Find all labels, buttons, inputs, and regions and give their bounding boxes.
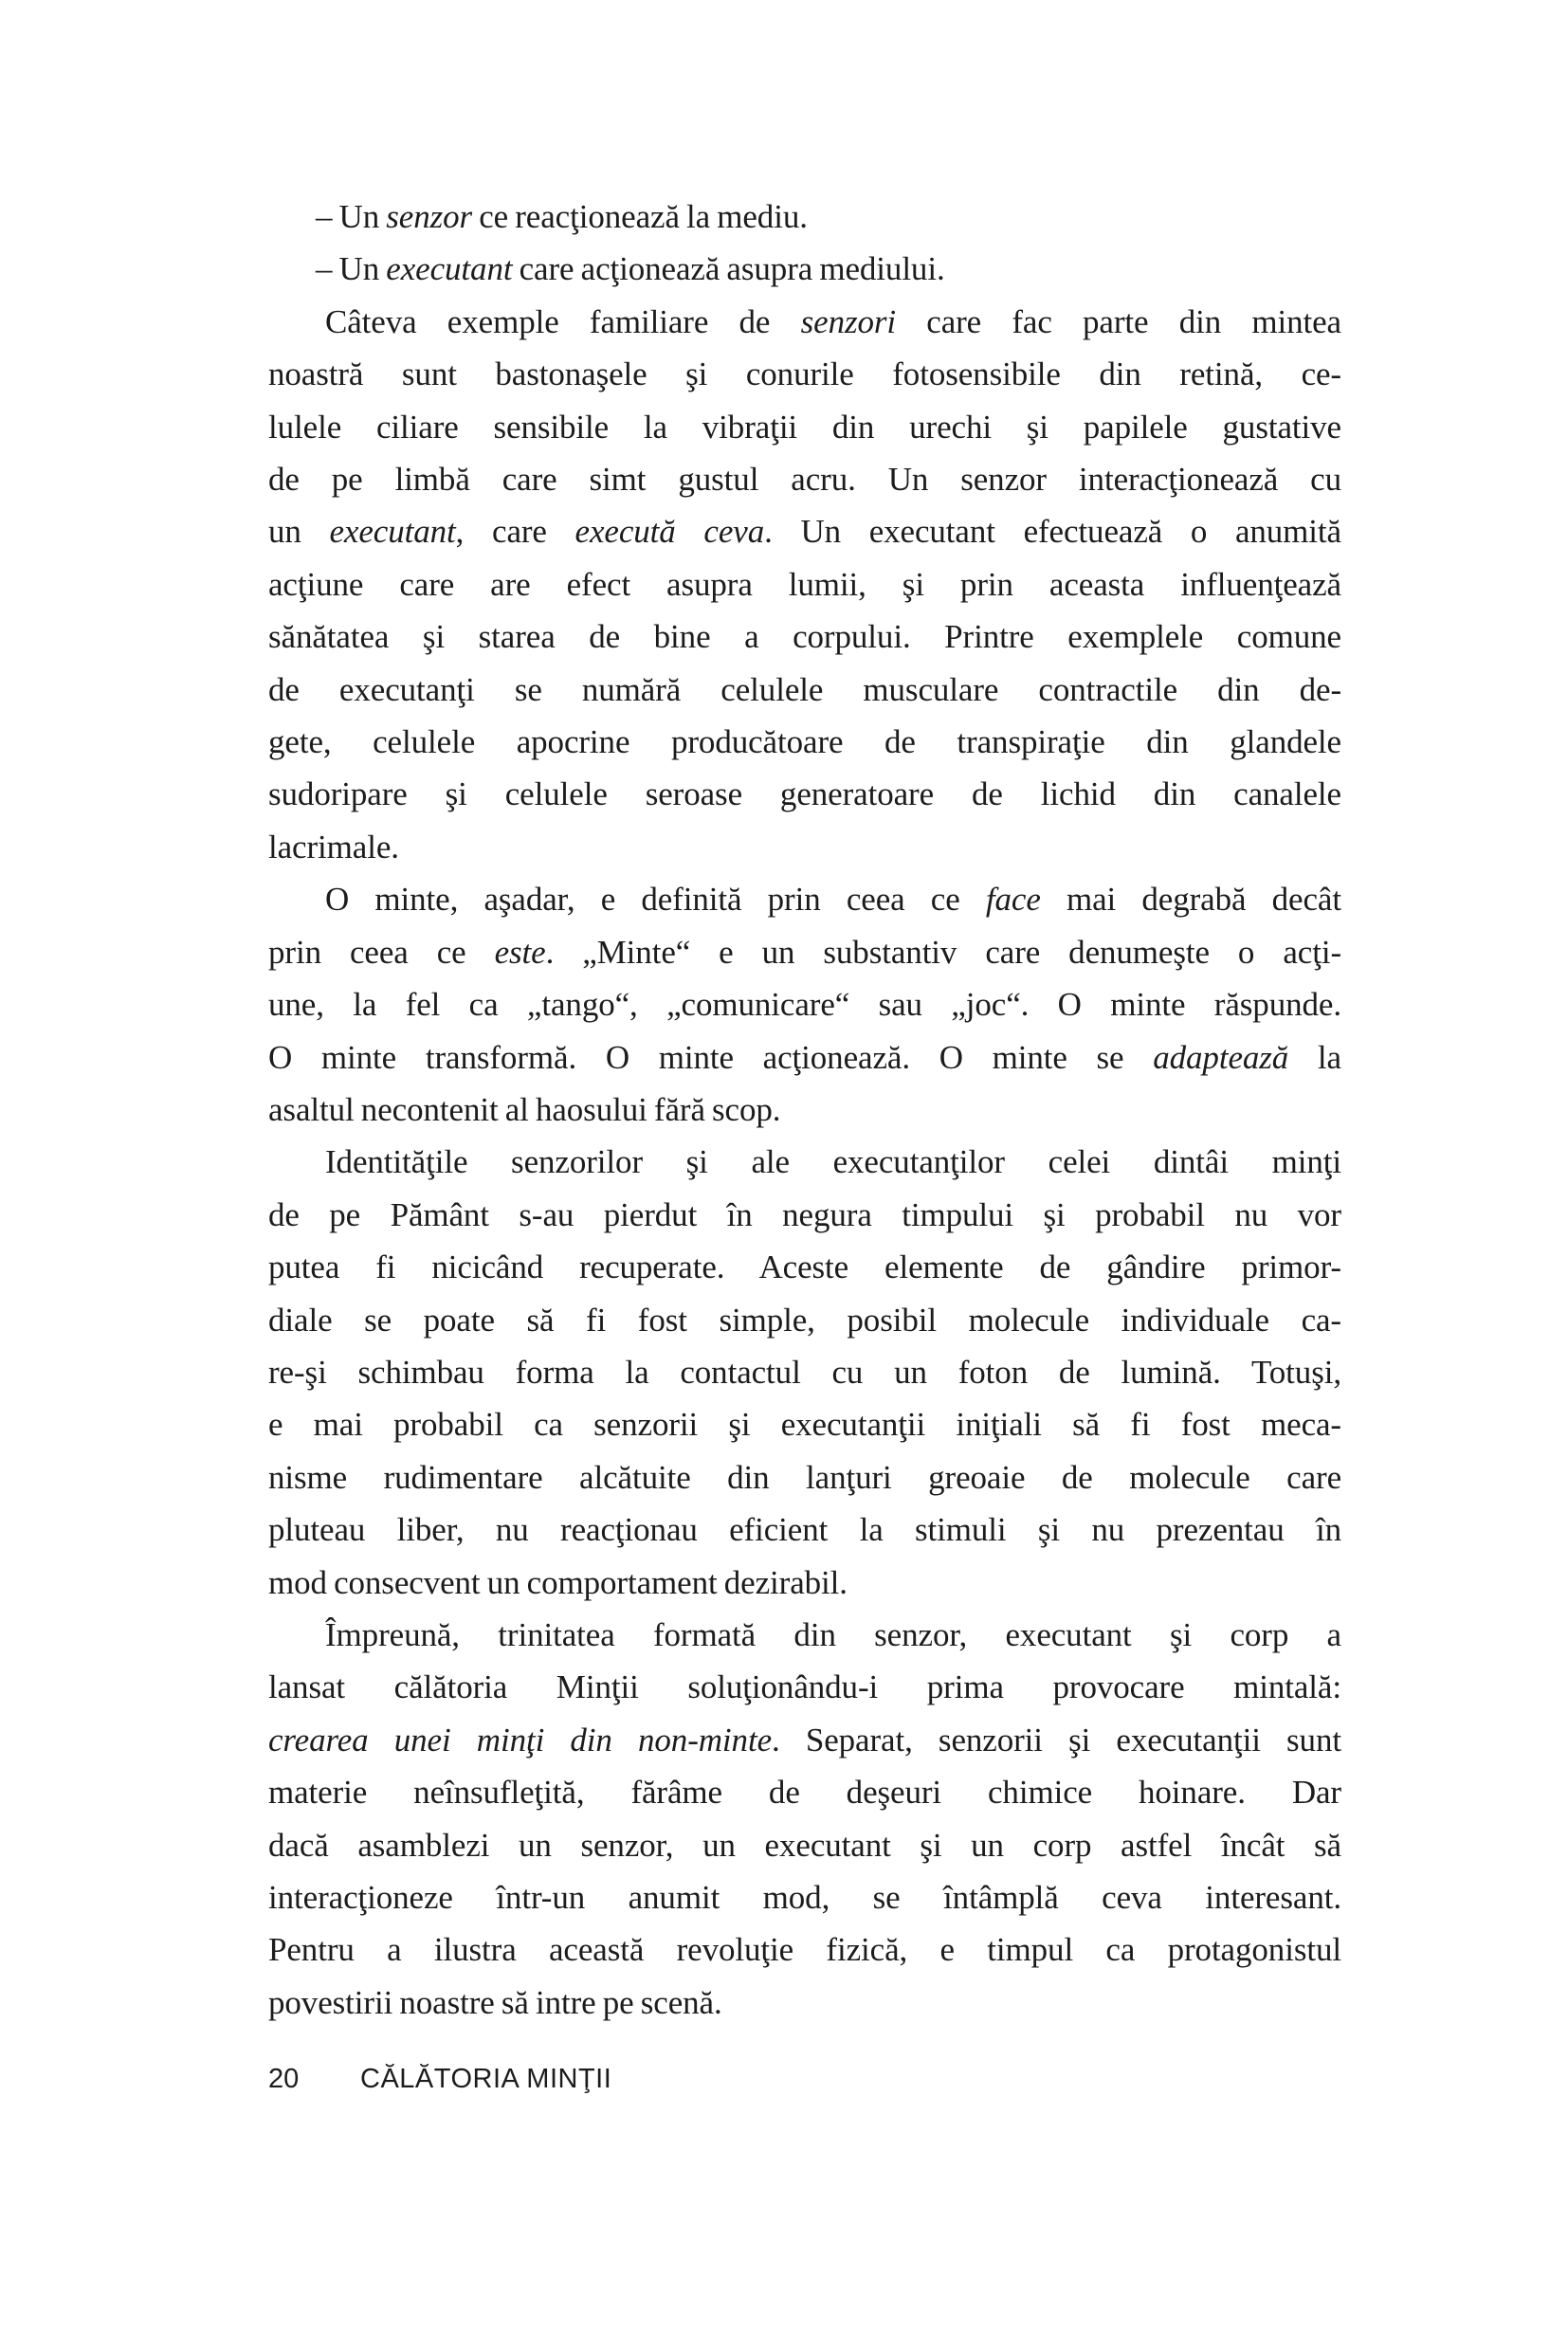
text-segment: lulele ciliare sensibile la vibraţii din urechi şi papilele gustative [268, 408, 1341, 446]
text-segment: . Separat, senzorii şi executanţii sunt [772, 1721, 1341, 1759]
italic-text-segment: adaptează [1153, 1038, 1289, 1076]
text-line [268, 1557, 1341, 1609]
running-title: CĂLĂTORIA MINŢII [360, 2064, 612, 2094]
text-segment: asaltul necontenit al haosului fără scop. [268, 1090, 781, 1128]
text-line [268, 664, 1341, 716]
text-segment: mai degrabă decât [1040, 881, 1341, 919]
text-segment: Pentru a ilustra această revoluţie fizică, e timpul ca protagonistul [268, 1931, 1341, 1969]
text-line [268, 401, 1341, 453]
text-line [268, 1819, 1341, 1871]
text-line [268, 1189, 1341, 1241]
text-line [268, 768, 1341, 820]
text-line [268, 1136, 1341, 1188]
text-segment: de executanţi se numără celulele musculare contractile din de- [268, 670, 1341, 708]
text-segment: mod consecvent un comportament dezirabil. [268, 1563, 848, 1601]
text-segment: Câteva exemple familiare de [325, 302, 801, 340]
text-line [268, 1977, 1341, 2029]
text-line [268, 926, 1341, 978]
text-segment: gete, celulele apocrine producătoare de transpiraţie din glandele [268, 723, 1341, 761]
text-line [268, 1871, 1341, 1923]
italic-text-segment: face [985, 881, 1041, 919]
italic-text-segment: execută ceva [574, 513, 765, 551]
text-segment: care fac parte din mintea [896, 302, 1341, 340]
text-segment: putea fi nicicând recuperate. Aceste elemente de gândire primor- [268, 1248, 1341, 1286]
paragraph [268, 1609, 1341, 2029]
text-segment: – Un [316, 198, 387, 235]
text-line [268, 505, 1341, 557]
text-segment: un [268, 513, 330, 551]
text-segment: . „Minte“ e un substantiv care denumeşte o acţi- [545, 933, 1341, 971]
paragraph [268, 1136, 1341, 1609]
text-line [268, 1714, 1341, 1766]
text-line [268, 296, 1341, 348]
text-line [268, 611, 1341, 663]
text-line [268, 1346, 1341, 1398]
text-segment: prin ceea ce [268, 933, 495, 971]
list-item-paragraph [268, 191, 1341, 243]
text-line [268, 191, 1341, 243]
text-segment: sănătatea şi starea de bine a corpului. Printre exemplele comune [268, 618, 1341, 656]
text-segment: O minte, aşadar, e definită prin ceea ce [325, 881, 986, 919]
text-segment: – Un [316, 250, 387, 288]
page-number: 20 [268, 2064, 300, 2094]
text-segment: pluteau liber, nu reacţionau eficient la stimuli şi nu prezentau în [268, 1511, 1341, 1549]
text-segment: O minte transformă. O minte acţionează. O minte se [268, 1038, 1154, 1076]
text-segment: de pe limbă care simt gustul acru. Un senzor interacţionează cu [268, 461, 1341, 499]
text-line [268, 1504, 1341, 1556]
text-segment: ce reacţionează la mediu. [472, 198, 808, 235]
text-line [268, 1241, 1341, 1293]
text-line [268, 243, 1341, 295]
text-line [268, 1031, 1341, 1084]
italic-text-segment: executant [386, 250, 513, 288]
italic-text-segment: senzori [800, 302, 897, 340]
text-segment: care acţionează asupra mediului. [512, 250, 945, 288]
text-line [268, 1451, 1341, 1504]
italic-text-segment: senzor [386, 198, 473, 235]
text-line [268, 1294, 1341, 1346]
text-line [268, 1923, 1341, 1976]
text-line [268, 716, 1341, 768]
italic-text-segment: crearea unei minţi din non-minte [268, 1721, 773, 1759]
text-segment: nisme rudimentare alcătuite din lanţuri greoaie de molecule care [268, 1458, 1341, 1496]
text-line [268, 348, 1341, 400]
text-segment: la [1288, 1038, 1341, 1076]
text-segment: re-şi schimbau forma la contactul cu un foton de lumină. Totuşi, [268, 1353, 1341, 1391]
text-segment: diale se poate să fi fost simple, posibil molecule individuale ca- [268, 1301, 1341, 1339]
text-line [268, 558, 1341, 611]
italic-text-segment: executant [329, 513, 456, 551]
text-line [268, 821, 1341, 873]
text-segment: lansat călătoria Minţii soluţionându-i prima provocare mintală: [268, 1668, 1341, 1706]
text-line [268, 1661, 1341, 1713]
text-line [268, 978, 1341, 1030]
text-segment: , care [455, 513, 575, 551]
text-segment: interacţioneze într-un anumit mod, se întâmplă ceva interesant. [268, 1879, 1341, 1916]
text-segment: sudoripare şi celulele seroase generatoare de lichid din canalele [268, 775, 1341, 813]
list-item-paragraph [268, 243, 1341, 295]
text-line [268, 453, 1341, 505]
text-segment: lacrimale. [268, 828, 399, 866]
paragraph [268, 873, 1341, 1136]
page-body [268, 191, 1341, 2029]
text-segment: e mai probabil ca senzorii şi executanţii iniţiali să fi fost meca- [268, 1406, 1341, 1444]
text-segment: povestirii noastre să intre pe scenă. [268, 1983, 722, 2021]
italic-text-segment: este [494, 933, 546, 971]
text-segment: de pe Pământ s-au pierdut în negura timpului şi probabil nu vor [268, 1195, 1341, 1233]
paragraph [268, 296, 1341, 873]
text-segment: dacă asamblezi un senzor, un executant şi un corp astfel încât să [268, 1826, 1341, 1864]
text-line [268, 873, 1341, 925]
text-segment: une, la fel ca „tango“, „comunicare“ sau „joc“. O minte răspunde. [268, 986, 1341, 1024]
text-line [268, 1398, 1341, 1450]
text-line [268, 1766, 1341, 1818]
page-footer [268, 2065, 1341, 2095]
text-segment: . Un executant efectuează o anumită [764, 513, 1341, 551]
text-segment: Identităţile senzorilor şi ale executanţilor celei dintâi minţi [325, 1143, 1341, 1181]
text-segment: noastră sunt bastonaşele şi conurile fotosensibile din retină, ce- [268, 355, 1341, 393]
text-line [268, 1084, 1341, 1136]
text-segment: acţiune care are efect asupra lumii, şi prin aceasta influenţează [268, 565, 1341, 603]
text-line [268, 1609, 1341, 1661]
text-segment: Împreună, trinitatea formată din senzor, executant şi corp a [325, 1615, 1341, 1653]
text-segment: materie neînsufleţită, fărâme de deşeuri chimice hoinare. Dar [268, 1774, 1341, 1812]
